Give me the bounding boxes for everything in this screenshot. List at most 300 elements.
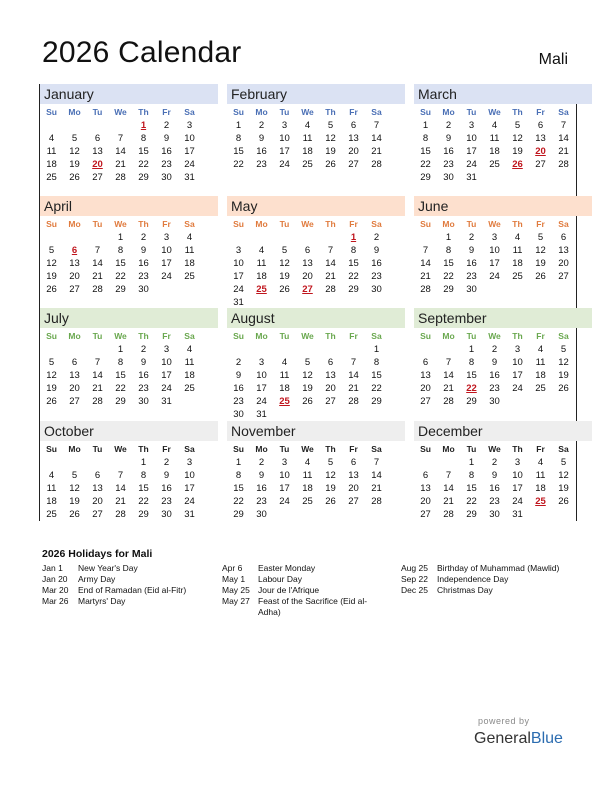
day-cell: 15 bbox=[233, 483, 244, 494]
brand-part-blue: Blue bbox=[530, 730, 563, 747]
empty-cell bbox=[227, 343, 250, 356]
weekday-label: Fr bbox=[349, 331, 358, 341]
day-cell: 14 bbox=[115, 483, 126, 494]
weekday-label: Fr bbox=[162, 107, 171, 117]
day-cell: 24 bbox=[161, 383, 172, 394]
weekday-header bbox=[40, 106, 218, 118]
day-cell: 1 bbox=[140, 457, 147, 468]
weekday-label: Sa bbox=[184, 331, 195, 341]
month-name: December bbox=[414, 421, 592, 441]
day-cell: 3 bbox=[468, 120, 475, 131]
holiday-date: Dec 25 bbox=[401, 585, 428, 595]
day-cell: 3 bbox=[281, 457, 288, 468]
holiday-entry bbox=[401, 574, 581, 585]
weekday-header bbox=[227, 106, 405, 118]
holiday-entry bbox=[42, 563, 212, 574]
day-cell: 18 bbox=[489, 146, 500, 157]
day-cell: 11 bbox=[256, 258, 267, 269]
day-cell: 7 bbox=[445, 470, 452, 481]
weekday-label: Su bbox=[420, 331, 431, 341]
holiday-day-cell: 25 bbox=[256, 284, 267, 295]
day-cell: 21 bbox=[371, 483, 382, 494]
day-cell: 22 bbox=[233, 159, 244, 170]
holiday-entry bbox=[401, 563, 581, 574]
weekday-label: Sa bbox=[371, 107, 382, 117]
day-cell: 29 bbox=[371, 396, 382, 407]
weekday-label: We bbox=[301, 331, 314, 341]
day-cell: 2 bbox=[163, 120, 170, 131]
empty-cell bbox=[40, 343, 63, 356]
day-cell: 12 bbox=[325, 470, 336, 481]
day-cell: 5 bbox=[48, 245, 55, 256]
day-cell: 17 bbox=[233, 271, 244, 282]
day-cell: 9 bbox=[445, 133, 452, 144]
brand-logo[interactable] bbox=[474, 730, 563, 748]
day-grid bbox=[227, 456, 405, 521]
weekday-label: Sa bbox=[371, 219, 382, 229]
day-cell: 21 bbox=[348, 383, 359, 394]
day-cell: 17 bbox=[279, 483, 290, 494]
day-cell: 28 bbox=[115, 509, 126, 520]
weekday-label: Mo bbox=[442, 219, 455, 229]
weekday-label: We bbox=[114, 444, 127, 454]
day-cell: 27 bbox=[92, 172, 103, 183]
empty-cell bbox=[414, 231, 437, 244]
weekday-label: We bbox=[488, 444, 501, 454]
day-cell: 27 bbox=[348, 496, 359, 507]
day-cell: 28 bbox=[115, 172, 126, 183]
day-cell: 17 bbox=[256, 383, 267, 394]
weekday-label: Th bbox=[325, 444, 336, 454]
day-cell: 11 bbox=[535, 357, 546, 368]
day-cell: 29 bbox=[138, 172, 149, 183]
day-cell: 5 bbox=[71, 470, 78, 481]
weekday-label: Sa bbox=[371, 331, 382, 341]
day-cell: 20 bbox=[348, 483, 359, 494]
day-cell: 16 bbox=[256, 483, 267, 494]
day-cell: 30 bbox=[256, 509, 267, 520]
day-cell: 31 bbox=[466, 172, 477, 183]
day-cell: 9 bbox=[491, 470, 498, 481]
weekday-label: Mo bbox=[255, 107, 268, 117]
holiday-name: Martyrs' Day bbox=[78, 596, 126, 606]
day-cell: 15 bbox=[371, 370, 382, 381]
holiday-entry bbox=[42, 596, 212, 607]
weekday-label: Sa bbox=[184, 444, 195, 454]
month-november bbox=[227, 421, 405, 521]
day-cell: 30 bbox=[489, 396, 500, 407]
day-cell: 3 bbox=[514, 344, 521, 355]
day-cell: 5 bbox=[304, 357, 311, 368]
day-cell: 19 bbox=[558, 483, 569, 494]
day-cell: 28 bbox=[371, 159, 382, 170]
day-cell: 26 bbox=[558, 383, 569, 394]
holiday-date: Aug 25 bbox=[401, 563, 428, 573]
day-cell: 28 bbox=[420, 284, 431, 295]
weekday-label: Fr bbox=[162, 331, 171, 341]
day-cell: 7 bbox=[350, 357, 357, 368]
day-cell: 5 bbox=[71, 133, 78, 144]
weekday-label: Su bbox=[420, 107, 431, 117]
day-cell: 4 bbox=[537, 344, 544, 355]
day-cell: 19 bbox=[46, 383, 57, 394]
day-cell: 5 bbox=[537, 232, 544, 243]
holiday-day-cell: 20 bbox=[535, 146, 546, 157]
day-cell: 22 bbox=[138, 159, 149, 170]
day-cell: 30 bbox=[138, 396, 149, 407]
day-cell: 17 bbox=[489, 258, 500, 269]
month-name: July bbox=[40, 308, 218, 328]
day-cell: 9 bbox=[468, 245, 475, 256]
day-cell: 23 bbox=[161, 496, 172, 507]
day-cell: 6 bbox=[71, 357, 78, 368]
day-cell: 2 bbox=[468, 232, 475, 243]
day-cell: 2 bbox=[163, 457, 170, 468]
weekday-label: Su bbox=[46, 444, 57, 454]
day-cell: 30 bbox=[466, 284, 477, 295]
day-cell: 12 bbox=[512, 133, 523, 144]
day-cell: 4 bbox=[304, 120, 311, 131]
day-cell: 12 bbox=[69, 146, 80, 157]
day-cell: 27 bbox=[325, 396, 336, 407]
day-cell: 18 bbox=[302, 146, 313, 157]
month-september bbox=[414, 308, 592, 408]
day-cell: 4 bbox=[281, 357, 288, 368]
day-cell: 24 bbox=[279, 159, 290, 170]
weekday-label: Th bbox=[325, 219, 336, 229]
day-cell: 13 bbox=[348, 133, 359, 144]
day-cell: 30 bbox=[371, 284, 382, 295]
day-cell: 23 bbox=[489, 496, 500, 507]
weekday-label: Fr bbox=[536, 107, 545, 117]
weekday-label: Th bbox=[512, 331, 523, 341]
day-grid bbox=[40, 343, 218, 408]
day-cell: 17 bbox=[279, 146, 290, 157]
day-cell: 28 bbox=[348, 396, 359, 407]
day-cell: 11 bbox=[302, 133, 313, 144]
empty-cell bbox=[250, 231, 273, 244]
day-cell: 6 bbox=[422, 470, 429, 481]
month-august bbox=[227, 308, 405, 421]
day-cell: 22 bbox=[443, 271, 454, 282]
day-cell: 25 bbox=[184, 271, 195, 282]
day-cell: 6 bbox=[350, 120, 357, 131]
day-cell: 20 bbox=[69, 383, 80, 394]
holiday-day-cell: 25 bbox=[535, 496, 546, 507]
day-cell: 16 bbox=[489, 483, 500, 494]
day-cell: 28 bbox=[443, 509, 454, 520]
day-cell: 18 bbox=[46, 496, 57, 507]
day-cell: 6 bbox=[560, 232, 567, 243]
holiday-entry bbox=[222, 563, 382, 574]
month-april bbox=[40, 196, 218, 296]
country-label: Mali bbox=[538, 51, 568, 68]
day-cell: 23 bbox=[161, 159, 172, 170]
empty-cell bbox=[40, 231, 63, 244]
weekday-label: Tu bbox=[466, 219, 477, 229]
weekday-label: Fr bbox=[349, 107, 358, 117]
day-cell: 21 bbox=[371, 146, 382, 157]
day-cell: 29 bbox=[138, 509, 149, 520]
weekday-label: Mo bbox=[68, 107, 81, 117]
day-cell: 10 bbox=[161, 245, 172, 256]
day-cell: 2 bbox=[258, 120, 265, 131]
day-cell: 8 bbox=[235, 470, 242, 481]
day-cell: 12 bbox=[46, 370, 57, 381]
day-cell: 25 bbox=[46, 509, 57, 520]
day-cell: 31 bbox=[184, 172, 195, 183]
day-cell: 18 bbox=[302, 483, 313, 494]
weekday-label: Fr bbox=[349, 444, 358, 454]
day-cell: 29 bbox=[466, 509, 477, 520]
day-cell: 8 bbox=[140, 133, 147, 144]
empty-cell bbox=[273, 343, 296, 356]
weekday-label: Sa bbox=[558, 107, 569, 117]
day-cell: 5 bbox=[514, 120, 521, 131]
holiday-day-cell: 6 bbox=[71, 245, 78, 256]
day-cell: 18 bbox=[512, 258, 523, 269]
holiday-entry bbox=[222, 574, 382, 585]
day-cell: 3 bbox=[514, 457, 521, 468]
day-cell: 23 bbox=[256, 159, 267, 170]
empty-cell bbox=[86, 119, 109, 132]
weekday-label: Th bbox=[512, 444, 523, 454]
day-cell: 11 bbox=[46, 146, 57, 157]
weekday-label: Th bbox=[325, 107, 336, 117]
weekday-label: We bbox=[301, 219, 314, 229]
day-cell: 19 bbox=[69, 496, 80, 507]
weekday-label: Su bbox=[420, 444, 431, 454]
empty-cell bbox=[250, 343, 273, 356]
day-cell: 31 bbox=[256, 409, 267, 420]
day-cell: 30 bbox=[233, 409, 244, 420]
day-cell: 5 bbox=[560, 344, 567, 355]
weekday-label: Th bbox=[512, 219, 523, 229]
day-cell: 26 bbox=[325, 496, 336, 507]
day-cell: 20 bbox=[558, 258, 569, 269]
day-cell: 14 bbox=[443, 483, 454, 494]
weekday-label: Mo bbox=[255, 331, 268, 341]
day-cell: 30 bbox=[489, 509, 500, 520]
holiday-name: Labour Day bbox=[258, 574, 302, 584]
day-cell: 27 bbox=[420, 396, 431, 407]
day-cell: 13 bbox=[420, 370, 431, 381]
day-cell: 24 bbox=[489, 271, 500, 282]
day-cell: 9 bbox=[140, 357, 147, 368]
day-cell: 21 bbox=[558, 146, 569, 157]
holiday-day-cell: 1 bbox=[350, 232, 357, 243]
day-cell: 26 bbox=[325, 159, 336, 170]
weekday-header bbox=[414, 330, 592, 342]
day-cell: 15 bbox=[466, 370, 477, 381]
day-cell: 29 bbox=[420, 172, 431, 183]
empty-cell bbox=[86, 456, 109, 469]
day-cell: 9 bbox=[163, 133, 170, 144]
weekday-label: Sa bbox=[371, 444, 382, 454]
day-cell: 14 bbox=[115, 146, 126, 157]
day-grid bbox=[414, 343, 592, 408]
weekday-label: Mo bbox=[442, 107, 455, 117]
day-cell: 8 bbox=[468, 357, 475, 368]
day-cell: 11 bbox=[279, 370, 290, 381]
day-cell: 23 bbox=[138, 271, 149, 282]
day-cell: 15 bbox=[115, 370, 126, 381]
day-cell: 13 bbox=[348, 470, 359, 481]
empty-cell bbox=[109, 456, 132, 469]
holiday-date: Jan 1 bbox=[42, 563, 63, 573]
day-cell: 28 bbox=[558, 159, 569, 170]
day-cell: 10 bbox=[489, 245, 500, 256]
day-cell: 10 bbox=[512, 470, 523, 481]
day-cell: 13 bbox=[92, 146, 103, 157]
empty-cell bbox=[86, 231, 109, 244]
day-grid bbox=[40, 119, 218, 184]
weekday-label: Su bbox=[233, 107, 244, 117]
weekday-label: Fr bbox=[536, 219, 545, 229]
day-cell: 2 bbox=[140, 232, 147, 243]
day-cell: 29 bbox=[466, 396, 477, 407]
day-cell: 1 bbox=[445, 232, 452, 243]
day-cell: 19 bbox=[535, 258, 546, 269]
day-cell: 27 bbox=[69, 284, 80, 295]
weekday-label: Tu bbox=[92, 331, 103, 341]
day-cell: 10 bbox=[161, 357, 172, 368]
day-cell: 28 bbox=[443, 396, 454, 407]
month-name: March bbox=[414, 84, 592, 104]
day-cell: 1 bbox=[117, 232, 124, 243]
weekday-label: Fr bbox=[536, 331, 545, 341]
day-cell: 9 bbox=[258, 133, 265, 144]
day-cell: 23 bbox=[256, 496, 267, 507]
weekday-header bbox=[227, 443, 405, 455]
day-cell: 27 bbox=[348, 159, 359, 170]
day-cell: 27 bbox=[558, 271, 569, 282]
day-cell: 22 bbox=[348, 271, 359, 282]
day-cell: 3 bbox=[163, 232, 170, 243]
holiday-name: New Year's Day bbox=[78, 563, 138, 573]
day-cell: 7 bbox=[117, 133, 124, 144]
month-july bbox=[40, 308, 218, 408]
holiday-name: Feast of the Sacrifice (Eid al-Adha) bbox=[258, 596, 368, 617]
day-cell: 31 bbox=[233, 297, 244, 308]
weekday-label: We bbox=[114, 107, 127, 117]
empty-cell bbox=[40, 119, 63, 132]
day-cell: 9 bbox=[163, 470, 170, 481]
month-name: May bbox=[227, 196, 405, 216]
day-grid bbox=[40, 231, 218, 296]
day-cell: 19 bbox=[46, 271, 57, 282]
weekday-label: Su bbox=[46, 331, 57, 341]
day-cell: 7 bbox=[94, 245, 101, 256]
day-cell: 7 bbox=[373, 120, 380, 131]
weekday-label: Th bbox=[138, 107, 149, 117]
day-cell: 13 bbox=[535, 133, 546, 144]
day-cell: 31 bbox=[184, 509, 195, 520]
weekday-label: Th bbox=[138, 331, 149, 341]
day-cell: 22 bbox=[466, 496, 477, 507]
day-cell: 17 bbox=[184, 146, 195, 157]
day-cell: 10 bbox=[184, 133, 195, 144]
day-grid bbox=[227, 119, 405, 171]
day-cell: 18 bbox=[46, 159, 57, 170]
empty-cell bbox=[437, 456, 460, 469]
day-cell: 6 bbox=[422, 357, 429, 368]
holiday-name: End of Ramadan (Eid al-Fitr) bbox=[78, 585, 187, 595]
day-cell: 23 bbox=[233, 396, 244, 407]
day-cell: 26 bbox=[46, 396, 57, 407]
day-cell: 13 bbox=[69, 370, 80, 381]
weekday-label: Sa bbox=[558, 444, 569, 454]
day-cell: 19 bbox=[279, 271, 290, 282]
day-cell: 30 bbox=[161, 172, 172, 183]
day-cell: 10 bbox=[233, 258, 244, 269]
day-cell: 21 bbox=[420, 271, 431, 282]
day-cell: 8 bbox=[140, 470, 147, 481]
holiday-date: Mar 20 bbox=[42, 585, 69, 595]
day-cell: 19 bbox=[69, 159, 80, 170]
day-cell: 15 bbox=[115, 258, 126, 269]
day-cell: 15 bbox=[138, 483, 149, 494]
weekday-label: Tu bbox=[466, 444, 477, 454]
day-cell: 22 bbox=[115, 383, 126, 394]
day-cell: 22 bbox=[115, 271, 126, 282]
day-cell: 9 bbox=[235, 370, 242, 381]
day-cell: 8 bbox=[422, 133, 429, 144]
day-cell: 17 bbox=[161, 258, 172, 269]
weekday-label: Su bbox=[233, 444, 244, 454]
day-cell: 16 bbox=[371, 258, 382, 269]
holiday-day-cell: 20 bbox=[92, 159, 103, 170]
holiday-list-column-3 bbox=[401, 563, 581, 596]
day-cell: 20 bbox=[420, 383, 431, 394]
day-cell: 4 bbox=[537, 457, 544, 468]
weekday-label: Tu bbox=[92, 107, 103, 117]
day-cell: 3 bbox=[163, 344, 170, 355]
day-cell: 15 bbox=[443, 258, 454, 269]
month-name: August bbox=[227, 308, 405, 328]
day-cell: 4 bbox=[48, 133, 55, 144]
empty-cell bbox=[63, 119, 86, 132]
day-cell: 16 bbox=[443, 146, 454, 157]
holiday-entry bbox=[222, 585, 382, 596]
empty-cell bbox=[86, 343, 109, 356]
day-cell: 21 bbox=[115, 496, 126, 507]
weekday-header bbox=[227, 330, 405, 342]
weekday-label: Mo bbox=[255, 444, 268, 454]
day-cell: 26 bbox=[558, 496, 569, 507]
day-cell: 2 bbox=[373, 232, 380, 243]
day-cell: 2 bbox=[445, 120, 452, 131]
day-cell: 14 bbox=[92, 258, 103, 269]
weekday-label: Th bbox=[512, 107, 523, 117]
day-cell: 13 bbox=[558, 245, 569, 256]
day-cell: 26 bbox=[535, 271, 546, 282]
empty-cell bbox=[296, 231, 319, 244]
day-cell: 11 bbox=[302, 470, 313, 481]
month-name: October bbox=[40, 421, 218, 441]
month-june bbox=[414, 196, 592, 296]
weekday-label: Su bbox=[46, 219, 57, 229]
holiday-date: Sep 22 bbox=[401, 574, 428, 584]
holiday-date: Jan 20 bbox=[42, 574, 68, 584]
day-cell: 12 bbox=[302, 370, 313, 381]
day-cell: 6 bbox=[537, 120, 544, 131]
day-cell: 3 bbox=[235, 245, 242, 256]
day-cell: 24 bbox=[279, 496, 290, 507]
day-cell: 27 bbox=[535, 159, 546, 170]
day-cell: 16 bbox=[161, 146, 172, 157]
day-cell: 30 bbox=[138, 284, 149, 295]
